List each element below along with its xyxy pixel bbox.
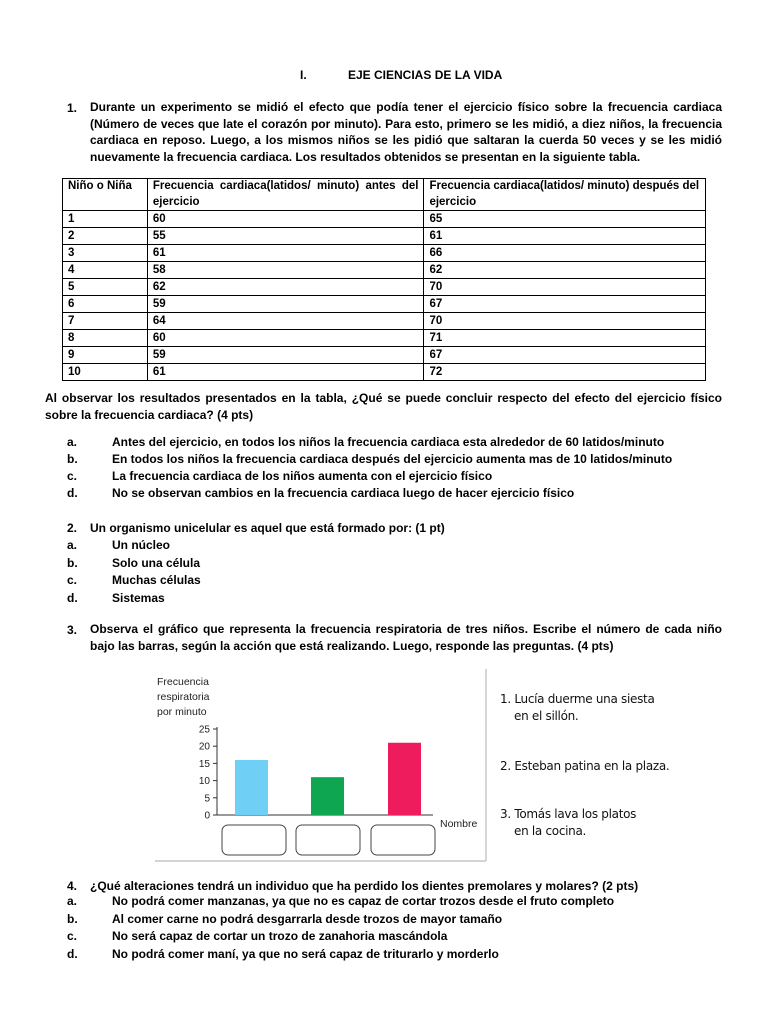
option-letter: c.: [67, 469, 78, 483]
q4-number: 4.: [67, 879, 78, 893]
chart-bar-1: [235, 760, 268, 815]
legend-2-line1: 2. Esteban patina en la plaza.: [500, 759, 670, 773]
section-title: EJE CIENCIAS DE LA VIDA: [348, 68, 503, 82]
heart-rate-table: [62, 178, 706, 381]
cell-child: 3: [63, 245, 148, 262]
cell-before: 59: [147, 347, 424, 364]
table-row: [63, 211, 706, 228]
chart-ylabel-line: Frecuencia: [157, 676, 209, 688]
table-header-row: [63, 179, 706, 211]
section-number: I.: [300, 68, 307, 82]
option-text: No será capaz de cortar un trozo de zanahoria mascándola: [112, 929, 448, 943]
option-letter: d.: [67, 946, 78, 961]
option-text: No se observan cambios en la frecuencia cardiaca luego de hacer ejercicio físico: [112, 486, 575, 500]
chart-y-tick-label: 15: [198, 758, 210, 770]
cell-child: 4: [63, 262, 148, 279]
cell-after: 66: [424, 245, 706, 262]
cell-before: 61: [147, 364, 424, 381]
option-letter: a.: [67, 538, 78, 552]
answer-box-1[interactable]: [222, 825, 286, 855]
cell-after: 67: [424, 296, 706, 313]
table-row: [63, 347, 706, 364]
table-row: [63, 245, 706, 262]
chart-ylabel-line: respiratoria: [157, 691, 210, 703]
option-letter: d.: [67, 590, 78, 605]
table-row: [63, 279, 706, 296]
cell-child: 1: [63, 211, 148, 228]
option-text: Al comer carne no podrá desgarrarla desde trozos de mayor tamaño: [112, 911, 503, 926]
table-row: [63, 364, 706, 381]
legend-1-line1: 1. Lucía duerme una siesta: [500, 692, 655, 706]
chart-answer-boxes: [222, 825, 435, 855]
cell-after: 62: [424, 262, 706, 279]
q2-number: 2.: [67, 521, 78, 535]
cell-after: 72: [424, 364, 706, 381]
option-text: Un núcleo: [112, 538, 171, 552]
chart-bar-3: [388, 743, 421, 815]
option-text: No podrá comer manzanas, ya que no es capaz de cortar trozos desde el fruto completo: [112, 894, 615, 908]
cell-child: 2: [63, 228, 148, 245]
chart-y-tick-label: 20: [198, 741, 210, 753]
chart-bars-group: [235, 743, 421, 815]
option-letter: b.: [67, 555, 78, 570]
cell-child: 9: [63, 347, 148, 364]
chart-y-tick-label: 10: [198, 776, 210, 788]
cell-after: 61: [424, 228, 706, 245]
answer-box-3[interactable]: [371, 825, 435, 855]
q2-question: Un organismo unicelular es aquel que está formado por: (1 pt): [90, 521, 445, 535]
chart-ylabel-line: por minuto: [157, 706, 207, 718]
legend-3-line2: en la cocina.: [514, 824, 587, 838]
chart-svg: [153, 665, 488, 863]
table-row: [63, 262, 706, 279]
option-letter: a.: [67, 435, 78, 449]
cell-before: 60: [147, 330, 424, 347]
cell-after: 71: [424, 330, 706, 347]
table-row: [63, 330, 706, 347]
q3-question: Observa el gráfico que representa la frecuencia respiratoria de tres niños. Escribe el número de cada niño bajo las barras, según la acción que está realizando. Luego, responde las preguntas. (4 pts): [90, 622, 722, 653]
cell-child: 10: [63, 364, 148, 381]
chart-ylabel-group: [157, 676, 210, 718]
option-text: Solo una célula: [112, 555, 201, 570]
legend-3-line1: 3. Tomás lava los platos: [500, 807, 637, 821]
q3-number: 3.: [67, 623, 78, 637]
table-row: [63, 313, 706, 330]
option-text: Muchas células: [112, 573, 201, 587]
option-text: Sistemas: [112, 590, 165, 605]
header-child: Niño o Niña: [63, 179, 148, 211]
chart-y-tick-label: 5: [204, 793, 210, 805]
option-letter: b.: [67, 452, 78, 466]
chart-y-tick-label: 0: [204, 810, 210, 822]
header-after: Frecuencia cardiaca(latidos/ minuto) después del ejercicio: [424, 179, 706, 211]
option-text: En todos los niños la frecuencia cardiaca después del ejercicio aumenta mas de 10 latidos/minuto: [112, 452, 673, 466]
cell-after: 65: [424, 211, 706, 228]
cell-before: 64: [147, 313, 424, 330]
q4-question: ¿Qué alteraciones tendrá un individuo que ha perdido los dientes premolares y molares? (2 pts): [90, 879, 639, 893]
option-text: Antes del ejercicio, en todos los niños la frecuencia cardiaca esta alrededor de 60 latidos/minuto: [112, 435, 665, 449]
option-letter: c.: [67, 929, 78, 943]
option-text: La frecuencia cardiaca de los niños aumenta con el ejercicio físico: [112, 469, 493, 483]
option-letter: c.: [67, 573, 78, 587]
cell-child: 8: [63, 330, 148, 347]
cell-child: 7: [63, 313, 148, 330]
option-text: No podrá comer maní, ya que no será capaz de triturarlo y morderlo: [112, 946, 499, 961]
cell-after: 70: [424, 279, 706, 296]
table-row: [63, 296, 706, 313]
cell-before: 59: [147, 296, 424, 313]
q1-intro: Durante un experimento se midió el efecto que podía tener el ejercicio físico sobre la frecuencia cardiaca (Número de veces que late el corazón por minuto). Para esto, primero se les midió, a diez niños, la frecuencia cardiaca en reposo. Luego, a los mismos niños se les pidió que saltaran la cuerda 50 veces y se les midió nuevamente la frecuencia cardiaca. Los resultados obtenidos se presentan en la siguiente tabla.: [90, 100, 722, 164]
cell-child: 5: [63, 279, 148, 296]
header-before: Frecuencia cardiaca(latidos/ minuto) antes del ejercicio: [147, 179, 424, 211]
cell-before: 62: [147, 279, 424, 296]
q1-number: 1.: [67, 101, 78, 115]
option-letter: a.: [67, 894, 78, 908]
cell-after: 67: [424, 347, 706, 364]
cell-after: 70: [424, 313, 706, 330]
legend-1-line2: en el sillón.: [514, 709, 579, 723]
chart-xlabel: Nombre: [440, 818, 478, 830]
chart-y-tick-label: 25: [198, 724, 210, 736]
cell-before: 60: [147, 211, 424, 228]
answer-box-2[interactable]: [296, 825, 360, 855]
cell-before: 61: [147, 245, 424, 262]
cell-before: 55: [147, 228, 424, 245]
cell-before: 58: [147, 262, 424, 279]
q1-question: Al observar los resultados presentados en la tabla, ¿Qué se puede concluir respecto del efecto del ejercicio físico sobre la frecuencia cardiaca? (4 pts): [45, 391, 722, 422]
respiratory-chart: [153, 665, 488, 863]
option-letter: d.: [67, 486, 78, 500]
table-row: [63, 228, 706, 245]
option-letter: b.: [67, 911, 78, 926]
chart-bar-2: [311, 777, 344, 815]
cell-child: 6: [63, 296, 148, 313]
